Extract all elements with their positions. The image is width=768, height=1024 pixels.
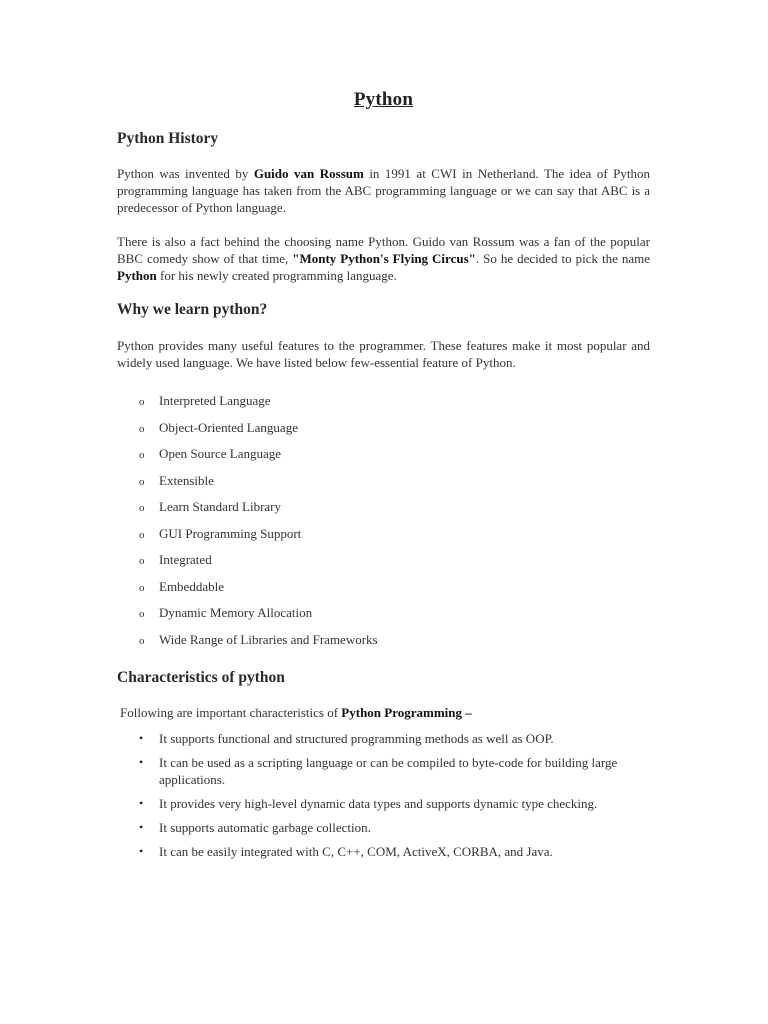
history-p1-text-rest: in 1991 at CWI in Netherland. The idea of Python programming language has taken from the ABC programming language or we can say that ABC is a predecessor of Python language.: [117, 166, 650, 215]
history-p2-text-rest: for his newly created programming language.: [156, 268, 397, 283]
circle-bullet-icon: o: [139, 422, 145, 435]
circle-bullet-icon: o: [139, 475, 145, 488]
bullet-icon: •: [139, 731, 144, 745]
feature-label: Interpreted Language: [159, 393, 271, 408]
bullet-icon: •: [139, 796, 144, 810]
list-item: [139, 419, 378, 446]
list-item: [139, 472, 378, 499]
list-item: [139, 578, 378, 605]
feature-label: Learn Standard Library: [159, 499, 282, 514]
characteristics-list: [139, 730, 649, 867]
circle-bullet-icon: o: [139, 581, 145, 594]
section-heading-why: Why we learn python?: [117, 301, 268, 318]
list-item: [139, 843, 649, 860]
list-item: [139, 498, 378, 525]
list-item: [139, 819, 649, 836]
list-item: [139, 392, 378, 419]
feature-label: GUI Programming Support: [159, 525, 302, 541]
feature-label: Integrated: [159, 552, 212, 567]
feature-list: [139, 392, 378, 657]
why-intro-paragraph: Python provides many useful features to the programmer. These features make it most popular and widely used language. We have listed below few-essential feature of Python.: [117, 338, 650, 370]
show-name: "Monty Python's Flying Circus": [292, 251, 476, 266]
history-p2-text-mid: . So he decided to pick the name: [475, 251, 650, 266]
history-paragraph-2: [117, 233, 650, 284]
circle-bullet-icon: o: [139, 555, 145, 567]
history-paragraph-1: [117, 165, 650, 216]
feature-label: Embeddable: [159, 578, 224, 594]
circle-bullet-icon: o: [139, 502, 145, 514]
list-item: [139, 445, 378, 472]
characteristic-text: It supports automatic garbage collection.: [159, 820, 371, 835]
bullet-icon: •: [139, 820, 144, 834]
characteristic-text: It supports functional and structured programming methods as well as OOP.: [159, 731, 554, 746]
circle-bullet-icon: o: [139, 528, 145, 541]
feature-label: Object-Oriented Language: [159, 419, 298, 435]
section-heading-history: Python History: [117, 130, 219, 147]
circle-bullet-icon: o: [139, 634, 145, 647]
list-item: [139, 795, 649, 812]
history-p1-text: Python was invented by: [117, 166, 254, 181]
characteristic-text: It can be easily integrated with C, C++, COM, ActiveX, CORBA, and Java.: [159, 844, 553, 859]
characteristic-text: It provides very high-level dynamic data types and supports dynamic type checking.: [159, 796, 598, 811]
inventor-name: Guido van Rossum: [253, 166, 364, 181]
bullet-icon: •: [139, 844, 144, 858]
feature-label: Open Source Language: [159, 446, 282, 461]
list-item: [139, 551, 378, 578]
page-title: Python: [353, 89, 414, 110]
circle-bullet-icon: o: [139, 396, 145, 408]
feature-label: Wide Range of Libraries and Frameworks: [159, 631, 378, 647]
section-heading-characteristics: Characteristics of python: [117, 669, 285, 686]
bullet-icon: •: [139, 755, 144, 769]
circle-bullet-icon: o: [139, 608, 145, 620]
feature-label: Extensible: [159, 472, 214, 488]
characteristics-intro-text: Following are important characteristics of: [120, 705, 342, 720]
feature-label: Dynamic Memory Allocation: [159, 605, 313, 620]
circle-bullet-icon: o: [139, 449, 145, 461]
characteristics-intro-bold: Python Programming –: [341, 705, 472, 720]
characteristic-text: It can be used as a scripting language or can be compiled to byte-code for building large applications.: [159, 755, 618, 787]
list-item: [139, 754, 649, 788]
characteristics-intro: [120, 704, 472, 721]
list-item: [139, 730, 649, 747]
list-item: [139, 631, 378, 658]
list-item: [139, 525, 378, 552]
language-name: Python: [117, 268, 157, 283]
list-item: [139, 604, 378, 631]
history-p2-text: There is also a fact behind the choosing name Python. Guido van Rossum was a fan of the popular BBC comedy show of that time,: [117, 234, 650, 266]
